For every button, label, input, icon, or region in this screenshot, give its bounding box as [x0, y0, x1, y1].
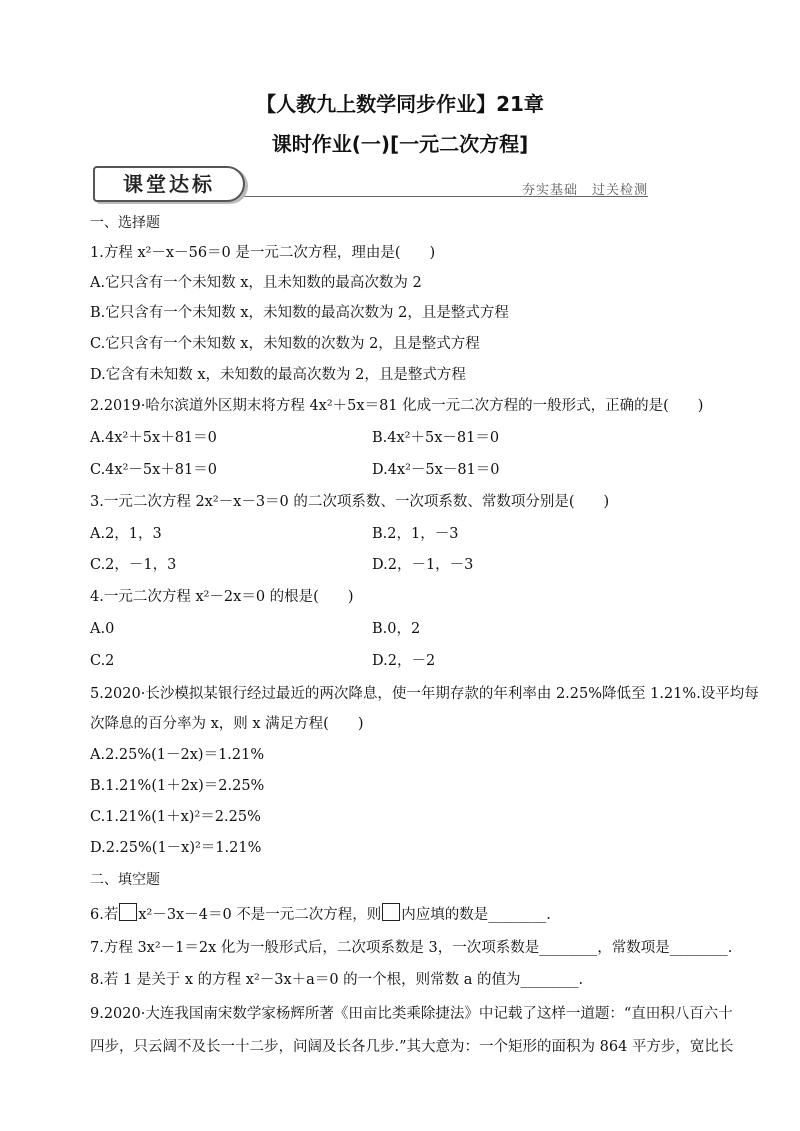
page-subtitle: 课时作业(一)[一元二次方程]: [271, 132, 529, 156]
section-heading-fill: 二、填空题: [90, 872, 160, 888]
blank-box-icon: [119, 903, 137, 921]
q1-option-a: A.它只含有一个未知数 x，且未知数的最高次数为 2: [90, 275, 422, 291]
q8-line: 8.若 1 是关于 x 的方程 x²－3x＋a＝0 的一个根，则常数 a 的值为________.: [90, 972, 584, 988]
q4-option-b: B.0，2: [372, 621, 421, 637]
q6-part1: 6.若: [90, 907, 119, 923]
q5-option-d: D.2.25%(1－x)²＝1.21%: [90, 840, 262, 856]
section-badge-label: 课堂达标: [123, 172, 215, 196]
q4-option-a: A.0: [90, 621, 115, 637]
q5-option-c: C.1.21%(1＋x)²＝2.25%: [90, 809, 261, 825]
q6-part2: x²－3x－4＝0 不是一元二次方程，则: [138, 907, 382, 923]
q5-stem-line2: 次降息的百分率为 x，则 x 满足方程( ): [90, 716, 364, 732]
q9-line1: 9.2020·大连我国南宋数学家杨辉所著《田亩比类乘除捷法》中记载了这样一道题：“直田积八百六十: [90, 1006, 733, 1022]
q7-line: 7.方程 3x²－1＝2x 化为一般形式后，二次项系数是 3，一次项系数是________，常数项是________.: [90, 940, 733, 956]
q5-option-a: A.2.25%(1－2x)＝1.21%: [90, 747, 265, 763]
q5-stem-line1: 5.2020·长沙模拟某银行经过最近的两次降息，使一年期存款的年利率由 2.25%降低至 1.21%.设平均每: [90, 686, 759, 702]
q4-option-c: C.2: [90, 653, 115, 669]
q1-stem: 1.方程 x²－x－56＝0 是一元二次方程，理由是( ): [90, 245, 436, 261]
q3-option-c: C.2，－1，3: [90, 557, 177, 573]
q4-option-d: D.2，－2: [372, 653, 436, 669]
q2-option-a: A.4x²＋5x＋81＝0: [90, 430, 217, 446]
q1-option-d: D.它含有未知数 x，未知数的最高次数为 2，且是整式方程: [90, 367, 466, 383]
section-badge: [93, 166, 245, 202]
q6-part3: 内应填的数是________.: [401, 907, 551, 923]
q2-stem: 2.2019·哈尔滨道外区期末将方程 4x²＋5x＝81 化成一元二次方程的一般形式，正确的是( ): [90, 398, 704, 414]
q3-stem: 3.一元二次方程 2x²－x－3＝0 的二次项系数、一次项系数、常数项分别是( ): [90, 494, 610, 510]
q3-option-d: D.2，－1，－3: [372, 557, 474, 573]
q6-line: [90, 903, 551, 925]
q5-option-b: B.1.21%(1＋2x)＝2.25%: [90, 778, 265, 794]
q2-option-b: B.4x²＋5x－81＝0: [372, 430, 500, 446]
q2-option-d: D.4x²－5x－81＝0: [372, 462, 500, 478]
banner-tagline: 夯实基础 过关检测: [521, 183, 648, 198]
page-title: 【人教九上数学同步作业】21章: [256, 92, 544, 116]
q3-option-a: A.2，1，3: [90, 526, 162, 542]
section-heading-choice: 一、选择题: [90, 215, 160, 231]
q9-line2: 四步，只云阔不及长一十二步，问阔及长各几步.”其大意为：一个矩形的面积为 864 平方步，宽比长: [90, 1039, 734, 1055]
q3-option-b: B.2，1，－3: [372, 526, 459, 542]
q1-option-b: B.它只含有一个未知数 x，未知数的最高次数为 2，且是整式方程: [90, 305, 509, 321]
blank-box-icon: [382, 903, 400, 921]
q4-stem: 4.一元二次方程 x²－2x＝0 的根是( ): [90, 589, 354, 605]
q1-option-c: C.它只含有一个未知数 x，未知数的次数为 2，且是整式方程: [90, 336, 480, 352]
q2-option-c: C.4x²－5x＋81＝0: [90, 462, 217, 478]
